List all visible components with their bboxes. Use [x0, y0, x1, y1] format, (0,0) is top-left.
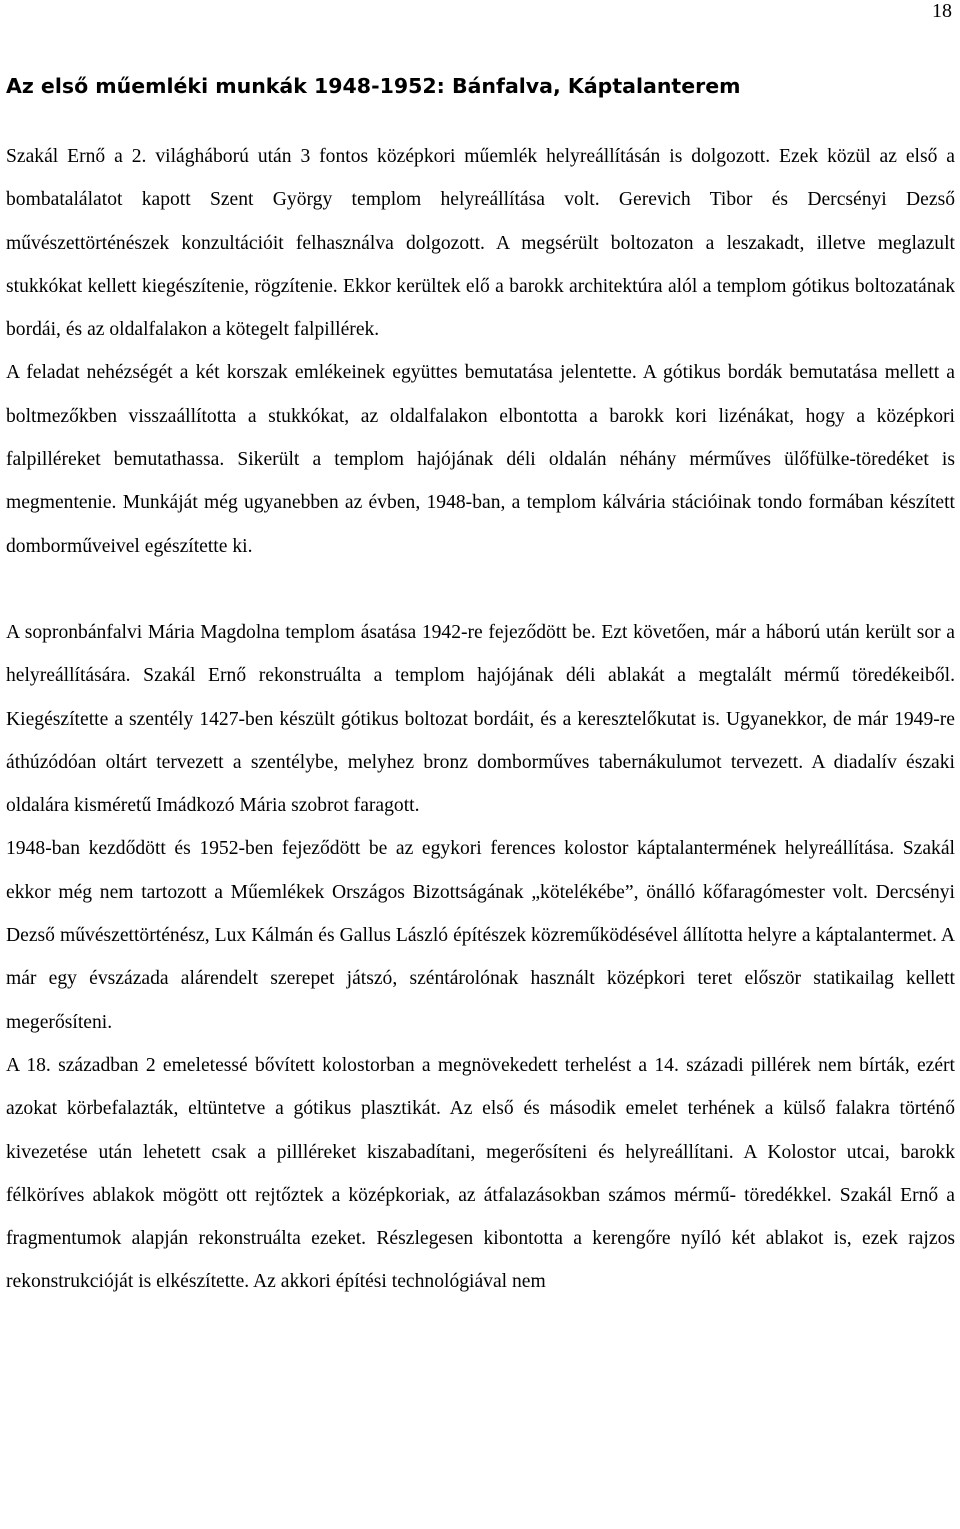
paragraph-kaptalanterem: 1948-ban kezdődött és 1952-ben fejeződött be az egykori ferences kolostor káptalantermének helyreállítása. Szakál ekkor még nem tartozott a Műemlékek Országos Bizottságának „kötelékébe”, önálló kőfaragómester volt. Dercsényi Dezső művészettörténész, Lux Kálmán és Gallus László építészek közreműködésével állította helyre a káptalantermet. A már egy évszázada alárendelt szerepet játszó, széntárolónak használt középkori teret először statikailag kellett megerősíteni. — [6, 838, 955, 1033]
page-number: 18 — [932, 0, 952, 22]
paragraph-feladat: A feladat nehézségét a két korszak emlékeinek együttes bemutatása jelentette. A gótikus bordák bemutatása mellett a boltmezőkben visszaállította a stukkókat, az oldalfalakon elbontotta a barokk kori lizénákat, hogy a középkori falpilléreket bemutathassa. Sikerült a templom hajójának déli oldalán néhány mérműves ülőfülke-töredéket is megmentenie. Munkáját még ugyanebben az évben, 1948-ban, a templom kálvária stációinak tondo formában készített domborműveivel egészítette ki. — [6, 362, 955, 557]
body-text — [6, 135, 955, 1304]
page-title: Az első műemléki munkák 1948-1952: Bánfalva, Káptalanterem — [6, 74, 741, 98]
paragraph-kolostor: A 18. században 2 emeletessé bővített kolostorban a megnövekedett terhelést a 14. századi pillérek nem bírták, ezért azokat körbefalazták, eltüntetve a gótikus plasztikát. Az első és második emelet terhének a külső falakra történő kivezetése után lehetett csak a pillléreket kiszabadítani, megerősíteni és helyreállítani. A Kolostor utcai, barokk félköríves ablakok mögött ott rejtőztek a középkoriak, az átfalazásokban számos mérmű- töredékkel. Szakál Ernő a fragmentumok alapján rekonstruálta ezeket. Részlegesen kibontotta a kerengőre nyíló két ablakot is, ezek rajzos rekonstrukcióját is elkészítette. Az akkori építési technológiával nem — [6, 1054, 955, 1293]
paragraph-szent-gyorgy: Szakál Ernő a 2. világháború után 3 fontos középkori műemlék helyreállításán is dolgozott. Ezek közül az első a bombatalálatot kapott Szent György templom helyreállítása volt. Gerevich Tibor és Dercsényi Dezső művészettörténészek konzultációit felhasználva dolgozott. A megsérült boltozaton a leszakadt, illetve meglazult stukkókat kellett kiegészítenie, rögzítenie. Ekkor kerültek elő a barokk architektúra alól a templom gótikus boltozatának bordái, és az oldalfalakon a kötegelt falpillérek. — [6, 146, 955, 341]
paragraph-banfalva: A sopronbánfalvi Mária Magdolna templom ásatása 1942-re fejeződött be. Ezt követően, már a háború után került sor a helyreállítására. Szakál Ernő rekonstruálta a templom hajójának déli ablakát a megtalált mérmű töredékeiből. Kiegészítette a szentély 1427-ben készült gótikus boltozat bordáit, és a keresztelőkutat is. Ugyanekkor, de már 1949-re áthúzódóan oltárt tervezett a szentélybe, melyhez bronz domborműves tabernákulumot tervezett. A diadalív északi oldalára kisméretű Imádkozó Mária szobrot faragott. — [6, 621, 955, 817]
